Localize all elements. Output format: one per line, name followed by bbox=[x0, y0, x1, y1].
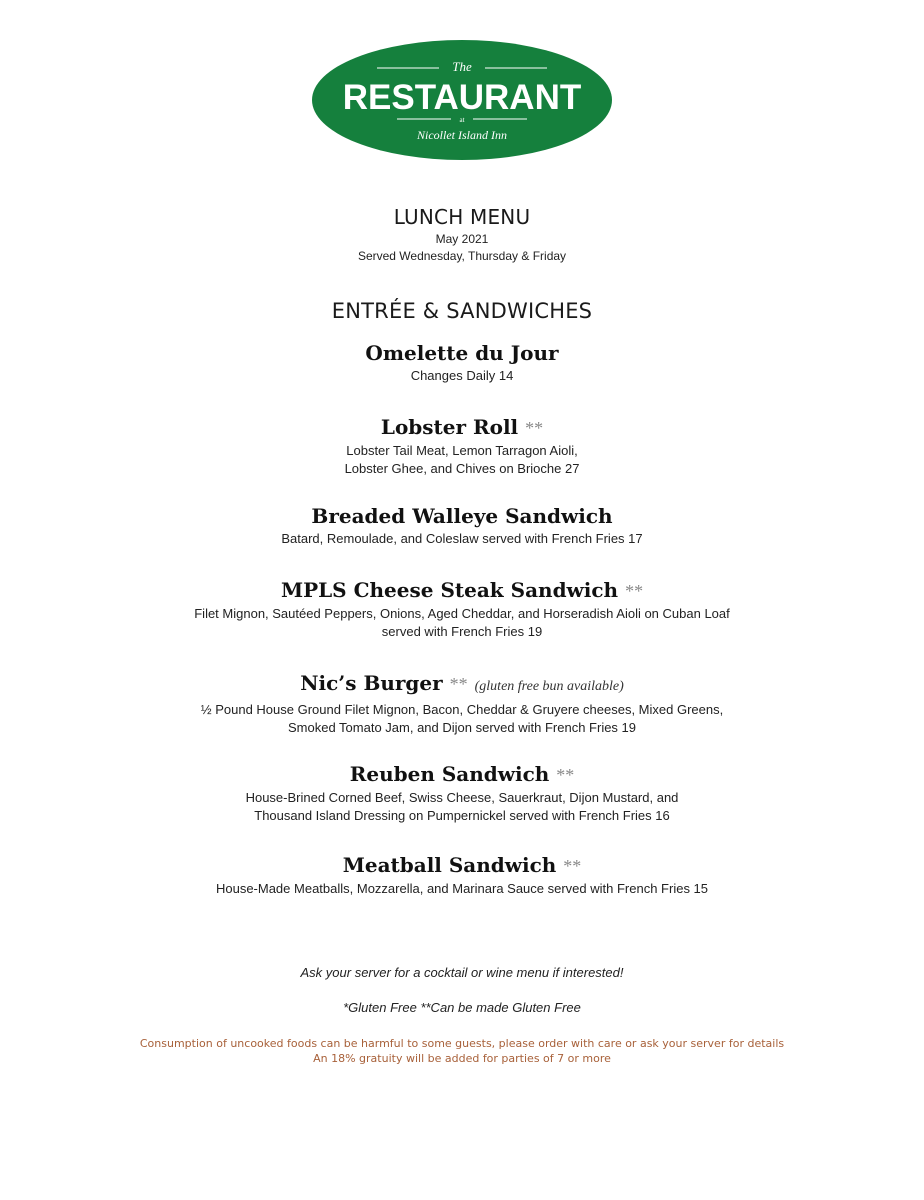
item-desc: Batard, Remoulade, and Coleslaw served with French Fries 17 bbox=[281, 531, 643, 546]
menu-item bbox=[0, 760, 924, 825]
gluten-marks: ** bbox=[556, 765, 575, 785]
item-desc: House-Made Meatballs, Mozzarella, and Marinara Sauce served with French Fries 15 bbox=[215, 881, 709, 896]
restaurant-logo bbox=[311, 39, 613, 161]
disclaimer-line: An 18% gratuity will be added for parties of 7 or more bbox=[313, 1052, 611, 1065]
item-name-text: Breaded Walleye Sandwich bbox=[311, 504, 613, 528]
item-desc: House-Brined Corned Beef, Swiss Cheese, Sauerkraut, Dijon Mustard, and bbox=[245, 790, 679, 805]
item-name-text: Reuben Sandwich bbox=[349, 762, 550, 786]
gluten-key: *Gluten Free **Can be made Gluten Free bbox=[343, 1000, 581, 1015]
menu-title: LUNCH MENU bbox=[393, 205, 531, 229]
item-desc: Lobster Tail Meat, Lemon Tarragon Aioli, bbox=[346, 443, 578, 458]
item-desc: served with French Fries 19 bbox=[381, 624, 543, 639]
menu-item bbox=[0, 669, 924, 737]
menu-item bbox=[0, 339, 924, 385]
menu-item bbox=[0, 576, 924, 641]
disclaimer bbox=[0, 1036, 924, 1066]
logo-name: RESTAURANT bbox=[342, 78, 582, 117]
gluten-marks: ** bbox=[625, 581, 644, 601]
item-name bbox=[0, 851, 924, 880]
item-name-text: MPLS Cheese Steak Sandwich bbox=[280, 578, 619, 602]
menu-item bbox=[0, 851, 924, 898]
item-name bbox=[0, 502, 924, 530]
item-name-text: Meatball Sandwich bbox=[342, 853, 557, 877]
menu-item bbox=[0, 413, 924, 478]
logo-at: at bbox=[459, 116, 465, 124]
item-name bbox=[0, 576, 924, 605]
cocktail-note: Ask your server for a cocktail or wine menu if interested! bbox=[300, 965, 624, 980]
gluten-marks: ** bbox=[449, 674, 468, 694]
item-desc: Smoked Tomato Jam, and Dijon served with French Fries 19 bbox=[287, 720, 637, 735]
disclaimer-line: Consumption of uncooked foods can be harmful to some guests, please order with care or ask your server for details bbox=[139, 1037, 785, 1050]
menu-item bbox=[0, 502, 924, 548]
item-name bbox=[0, 669, 924, 701]
logo-location: Nicollet Island Inn bbox=[417, 128, 507, 142]
item-name-text: Omelette du Jour bbox=[365, 341, 559, 365]
item-name-text: Lobster Roll bbox=[380, 415, 519, 439]
gluten-marks: ** bbox=[563, 856, 582, 876]
item-name bbox=[0, 760, 924, 789]
menu-date: May 2021 bbox=[435, 232, 489, 246]
gluten-free-note: (gluten free bun available) bbox=[474, 679, 624, 694]
item-desc: Lobster Ghee, and Chives on Brioche 27 bbox=[344, 461, 580, 476]
section-title: ENTRÉE & SANDWICHES bbox=[331, 299, 593, 323]
item-desc: Thousand Island Dressing on Pumpernickel served with French Fries 16 bbox=[254, 808, 670, 823]
item-desc: ½ Pound House Ground Filet Mignon, Bacon, Cheddar & Gruyere cheeses, Mixed Greens, bbox=[200, 702, 724, 717]
logo-the: The bbox=[452, 59, 472, 74]
item-name bbox=[0, 339, 924, 367]
item-desc: Filet Mignon, Sautéed Peppers, Onions, Aged Cheddar, and Horseradish Aioli on Cuban Loaf bbox=[194, 606, 730, 621]
item-desc: Changes Daily 14 bbox=[410, 368, 514, 383]
served-days: Served Wednesday, Thursday & Friday bbox=[357, 249, 567, 263]
item-name bbox=[0, 413, 924, 442]
item-name-text: Nic’s Burger bbox=[300, 671, 443, 695]
gluten-marks: ** bbox=[525, 418, 544, 438]
